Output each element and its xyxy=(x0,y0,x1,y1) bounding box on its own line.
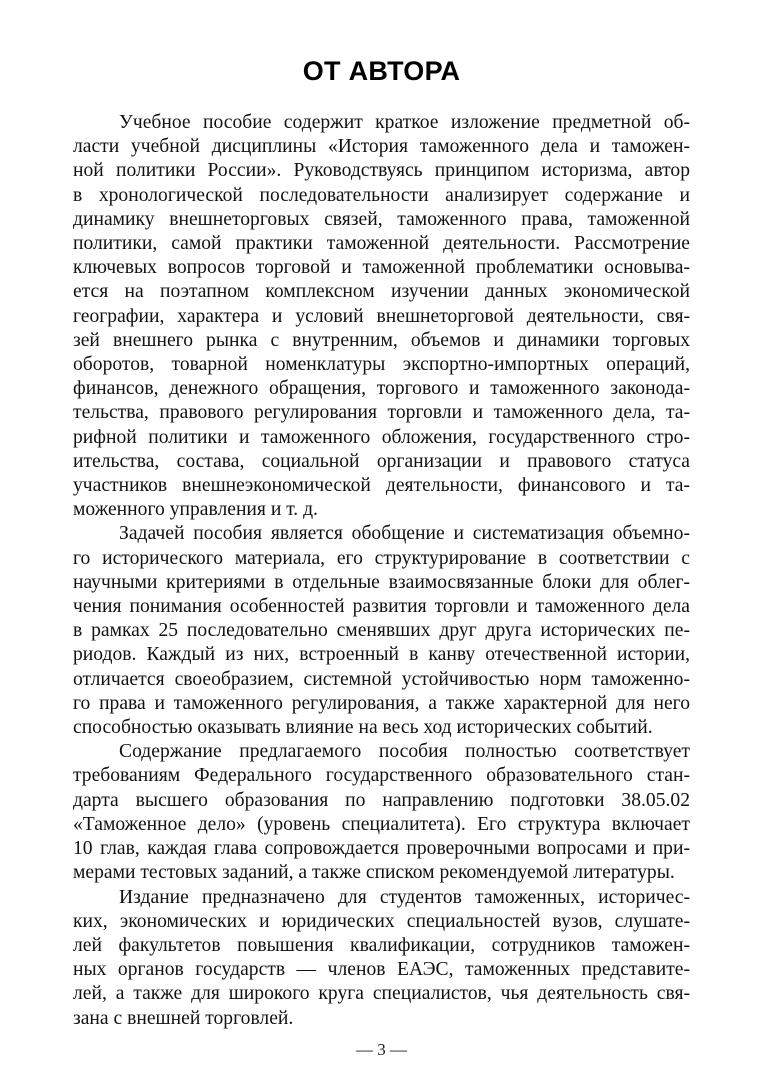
text-line: ключевых вопросов торговой и таможенной проблематики основыва- xyxy=(73,257,690,279)
text-line: лей, а также для широкого круга специалистов, чья деятельность свя- xyxy=(73,983,690,1005)
text-line: зана с внешней торговлей. xyxy=(73,1007,294,1029)
text-line: го исторического материала, его структурирование в соответствии с xyxy=(73,547,690,569)
paragraph-3 xyxy=(73,740,690,885)
text-line: географии, характера и условий внешнеторговой деятельности, свя- xyxy=(73,305,690,327)
paragraph-2 xyxy=(73,522,690,740)
text-line: 10 глав, каждая глава сопровождается проверочными вопросами и при- xyxy=(73,838,690,860)
body-text xyxy=(73,111,690,1031)
text-line: тельства, правового регулирования торговли и таможенного дела, та- xyxy=(73,402,690,424)
text-line: ной политики России». Руководствуясь принципом историзма, автор xyxy=(73,160,690,182)
text-line: ительства, состава, социальной организации и правового статуса xyxy=(73,450,690,472)
text-line: го права и таможенного регулирования, а также характерной для него xyxy=(73,692,690,714)
text-line: оборотов, товарной номенклатуры экспортно-импортных операций, xyxy=(73,354,690,376)
text-line: Издание предназначено для студентов таможенных, историчес- xyxy=(119,886,690,908)
text-line: требованиям Федерального государственного образовательного стан- xyxy=(73,765,690,787)
paragraph-1 xyxy=(73,111,690,522)
text-line: динамику внешнеторговых связей, таможенного права, таможенной xyxy=(73,208,690,230)
text-line: чения понимания особенностей развития торговли и таможенного дела xyxy=(73,596,690,618)
text-line: в хронологической последовательности анализирует содержание и xyxy=(73,184,690,206)
text-line: ласти учебной дисциплины «История таможенного дела и таможен- xyxy=(73,136,690,158)
text-line: Задачей пособия является обобщение и систематизация объемно- xyxy=(119,523,690,545)
text-line: зей внешнего рынка с внутренним, объемов и динамики торговых xyxy=(73,329,690,351)
text-line: Учебное пособие содержит краткое изложение предметной об- xyxy=(119,112,690,133)
text-line: «Таможенное дело» (уровень специалитета). Его структура включает xyxy=(73,813,690,835)
text-line: ется на поэтапном комплексном изучении данных экономической xyxy=(73,281,690,303)
text-line: дарта высшего образования по направлению подготовки 38.05.02 xyxy=(73,789,690,811)
text-line: моженного управления и т. д. xyxy=(73,499,318,521)
text-line: ных органов государств — членов ЕАЭС, таможенных представите- xyxy=(73,959,690,981)
text-line: политики, самой практики таможенной деятельности. Рассмотрение xyxy=(73,233,690,255)
text-line: ких, экономических и юридических специальностей вузов, слушате- xyxy=(73,910,690,932)
text-line: рифной политики и таможенного обложения, государственного стро- xyxy=(73,426,690,448)
text-line: Содержание предлагаемого пособия полностью соответствует xyxy=(119,741,690,763)
text-line: научными критериями в отдельные взаимосвязанные блоки для облег- xyxy=(73,571,690,593)
text-line: участников внешнеэкономической деятельности, финансового и та- xyxy=(73,475,690,497)
text-line: финансов, денежного обращения, торгового и таможенного законода- xyxy=(73,378,690,400)
page-title: ОТ АВТОРА xyxy=(302,56,461,86)
text-line: мерами тестовых заданий, а также списком рекомендуемой литературы. xyxy=(73,862,675,884)
text-line: риодов. Каждый из них, встроенный в канву отечественной истории, xyxy=(73,644,690,666)
paragraph-4 xyxy=(73,886,690,1031)
text-line: отличается своеобразием, системной устойчивостью норм таможенно- xyxy=(73,668,690,690)
text-line: способностью оказывать влияние на весь ход исторических событий. xyxy=(73,717,653,739)
text-line: лей факультетов повышения квалификации, сотрудников таможен- xyxy=(73,934,690,956)
text-line: в рамках 25 последовательно сменявших друг друга исторических пе- xyxy=(73,620,690,642)
page-number: — 3 — xyxy=(356,1040,407,1059)
